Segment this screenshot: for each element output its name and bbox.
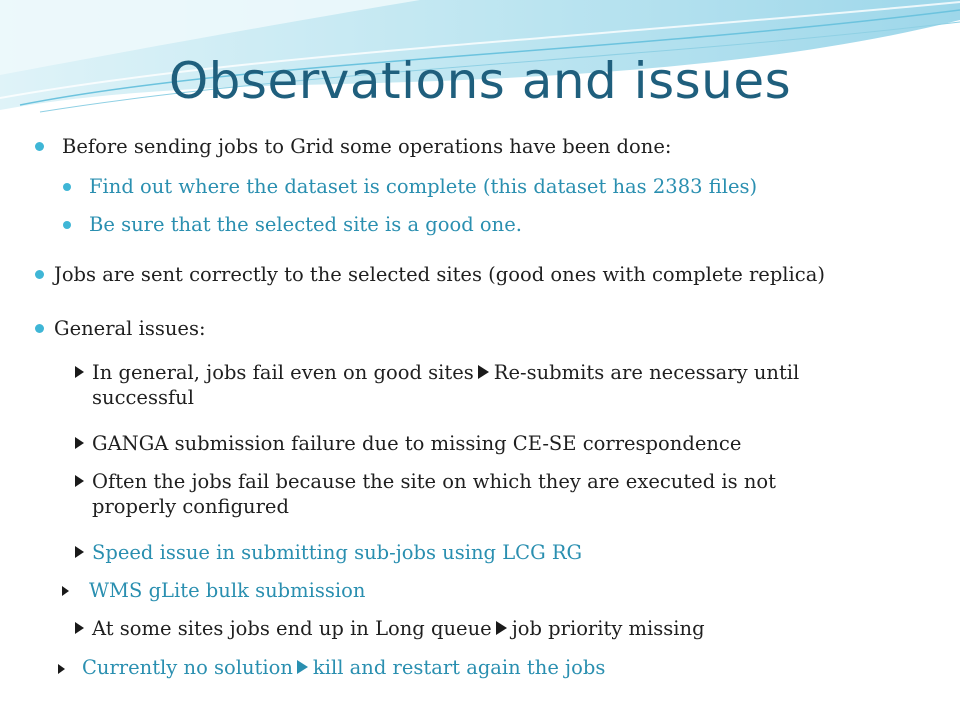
issue-item <box>82 655 605 680</box>
arrow-bullet-icon <box>75 546 84 558</box>
issue-item <box>92 469 776 519</box>
issue-text: Speed issue in submitting sub-jobs using LCG RG <box>92 541 583 564</box>
arrow-bullet-icon <box>75 437 84 449</box>
issue-text: kill and restart again the jobs <box>312 656 606 679</box>
arrow-bullet-icon <box>62 586 69 596</box>
bullet-text: General issues: <box>54 317 206 340</box>
bullet-dot <box>35 142 44 151</box>
issue-text-continuation: properly configured <box>92 495 289 518</box>
right-arrow-icon <box>478 365 489 379</box>
bullet-dot <box>35 324 44 333</box>
issue-text: In general, jobs fail even on good sites <box>92 361 474 384</box>
issue-text: At some sites jobs end up in Long queue <box>92 617 492 640</box>
issue-text: Re-submits are necessary until <box>493 361 800 384</box>
issue-text-continuation: successful <box>92 386 194 409</box>
issue-text: job priority missing <box>511 617 705 640</box>
bullet-dot <box>63 183 71 191</box>
issue-text: GANGA submission failure due to missing CE-SE correspondence <box>92 432 742 455</box>
arrow-bullet-icon <box>58 664 65 674</box>
bullet-text: Jobs are sent correctly to the selected sites (good ones with complete replica) <box>54 263 825 286</box>
issue-item <box>92 360 799 410</box>
slide-title: Observations and issues <box>168 52 792 110</box>
issue-text: Often the jobs fail because the site on which they are executed is not <box>92 470 776 493</box>
right-arrow-icon <box>297 660 308 674</box>
bullet-dot <box>63 221 71 229</box>
arrow-bullet-icon <box>75 475 84 487</box>
arrow-bullet-icon <box>75 622 84 634</box>
bullet-text: Be sure that the selected site is a good one. <box>89 213 522 236</box>
bullet-text: Find out where the dataset is complete (this dataset has 2383 files) <box>89 175 758 198</box>
right-arrow-icon <box>496 621 507 635</box>
issue-text: Currently no solution <box>82 656 293 679</box>
arrow-bullet-icon <box>75 366 84 378</box>
issue-text: WMS gLite bulk submission <box>89 579 366 602</box>
bullet-dot <box>35 270 44 279</box>
issue-item <box>92 616 705 641</box>
bullet-text: Before sending jobs to Grid some operations have been done: <box>62 135 672 158</box>
